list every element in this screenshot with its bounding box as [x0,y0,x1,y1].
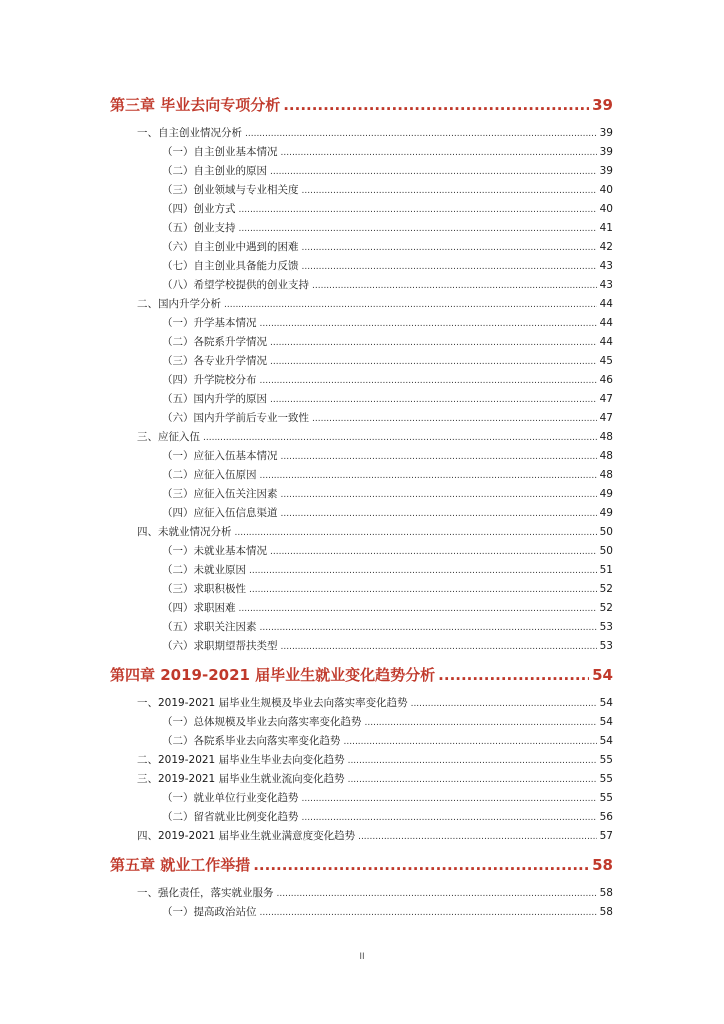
toc-entry-page: 52 [599,583,613,595]
toc-entry-title: （四）升学院校分布 [162,374,257,386]
dot-leader [270,337,597,348]
toc-entry-title: （二）留省就业比例变化趋势 [162,811,299,823]
dot-leader [302,185,597,196]
dot-leader [260,375,597,386]
toc-entry[interactable] [162,470,613,481]
toc-entry-title: （二）自主创业的原因 [162,165,267,177]
dot-leader [438,668,589,683]
dot-leader [260,470,597,481]
dot-leader [253,858,589,873]
toc-entry[interactable] [162,489,613,500]
toc-entry-page: 39 [592,96,613,114]
toc-entry[interactable] [137,698,613,709]
toc-entry-title: （五）国内升学的原因 [162,393,267,405]
dot-leader [270,166,597,177]
dot-leader [249,584,597,595]
toc-entry[interactable] [162,603,613,614]
toc-entry-page: 50 [599,526,613,538]
toc-entry[interactable] [162,394,613,405]
toc-chapter-entry[interactable] [110,98,613,113]
toc-entry[interactable] [162,508,613,519]
toc-entry[interactable] [162,204,613,215]
toc-entry-page: 54 [599,697,613,709]
toc-entry-page: 41 [599,222,613,234]
toc-entry-title: （二）应征入伍原因 [162,469,257,481]
dot-leader [270,546,597,557]
toc-entry[interactable] [137,527,613,538]
toc-entry[interactable] [162,622,613,633]
toc-entry-page: 44 [599,317,613,329]
toc-entry-title: 三、2019-2021 届毕业生就业流向变化趋势 [137,773,345,785]
toc-entry-page: 49 [599,507,613,519]
toc-entry[interactable] [162,375,613,386]
dot-leader [270,356,597,367]
toc-entry-title: 一、2019-2021 届毕业生规模及毕业去向落实率变化趋势 [137,697,408,709]
toc-entry-title: （四）创业方式 [162,203,236,215]
dot-leader [239,603,597,614]
toc-entry[interactable] [162,337,613,348]
toc-entry-title: 第三章 毕业去向专项分析 [110,96,281,114]
dot-leader [245,128,597,139]
toc-entry[interactable] [162,565,613,576]
dot-leader [277,888,597,899]
toc-entry-page: 56 [599,811,613,823]
toc-entry[interactable] [162,451,613,462]
toc-entry-title: （四）求职困难 [162,602,236,614]
dot-leader [203,432,597,443]
toc-entry[interactable] [137,432,613,443]
toc-entry-page: 55 [599,773,613,785]
dot-leader [283,98,589,113]
toc-entry-title: （六）国内升学前后专业一致性 [162,412,309,424]
toc-entry-page: 39 [599,165,613,177]
dot-leader [260,318,597,329]
dot-leader [348,755,597,766]
toc-chapter-entry[interactable] [110,858,613,873]
toc-entry-title: 一、强化责任，落实就业服务 [137,887,274,899]
toc-entry-page: 45 [599,355,613,367]
toc-entry-title: （二）未就业原因 [162,564,246,576]
toc-entry[interactable] [162,546,613,557]
dot-leader [302,793,597,804]
toc-entry-page: 54 [599,735,613,747]
dot-leader [281,508,597,519]
toc-entry-page: 44 [599,336,613,348]
toc-entry-page: 54 [599,716,613,728]
toc-entry[interactable] [137,774,613,785]
toc-entry[interactable] [137,299,613,310]
toc-entry-title: （六）自主创业中遇到的困难 [162,241,299,253]
toc-entry-title: 四、未就业情况分析 [137,526,232,538]
toc-entry[interactable] [162,717,613,728]
toc-chapter-entry[interactable] [110,668,613,683]
toc-entry-title: 四、2019-2021 届毕业生就业满意度变化趋势 [137,830,356,842]
toc-entry-page: 48 [599,469,613,481]
toc-entry[interactable] [162,318,613,329]
toc-entry-page: 57 [599,830,613,842]
toc-entry-page: 48 [599,431,613,443]
dot-leader [348,774,597,785]
dot-leader [358,831,597,842]
toc-entry-page: 40 [599,203,613,215]
toc-entry[interactable] [137,755,613,766]
toc-entry-title: （一）升学基本情况 [162,317,257,329]
toc-entry-title: （三）创业领域与专业相关度 [162,184,299,196]
toc-entry[interactable] [162,356,613,367]
toc-entry[interactable] [162,641,613,652]
toc-entry-title: 第五章 就业工作举措 [110,856,251,874]
toc-entry[interactable] [162,907,613,918]
toc-entry-title: （一）就业单位行业变化趋势 [162,792,299,804]
dot-leader [270,394,597,405]
toc-entry-page: 43 [599,279,613,291]
toc-entry-title: （五）创业支持 [162,222,236,234]
toc-entry-title: 一、自主创业情况分析 [137,127,242,139]
toc-entry[interactable] [162,413,613,424]
toc-entry-page: 40 [599,184,613,196]
toc-entry-page: 52 [599,602,613,614]
toc-entry[interactable] [162,812,613,823]
toc-entry[interactable] [162,242,613,253]
toc-entry-page: 39 [599,127,613,139]
toc-entry[interactable] [137,128,613,139]
toc-entry-title: （二）各院系毕业去向落实率变化趋势 [162,735,341,747]
dot-leader [249,565,597,576]
toc-entry[interactable] [137,888,613,899]
toc-entry[interactable] [137,831,613,842]
dot-leader [344,736,597,747]
toc-entry[interactable] [162,261,613,272]
toc-entry[interactable] [162,166,613,177]
toc-entry-page: 51 [599,564,613,576]
toc-entry-title: （六）求职期望帮扶类型 [162,640,278,652]
toc-entry-title: （三）求职积极性 [162,583,246,595]
page-number: II [359,952,365,962]
toc-entry-page: 43 [599,260,613,272]
toc-entry[interactable] [162,736,613,747]
toc-entry-page: 58 [592,856,613,874]
toc-entry-page: 49 [599,488,613,500]
toc-entry-title: （五）求职关注因素 [162,621,257,633]
toc-entry-title: 第四章 2019-2021 届毕业生就业变化趋势分析 [110,666,436,684]
dot-leader [281,147,597,158]
toc-entry[interactable] [162,584,613,595]
dot-leader [302,812,597,823]
dot-leader [302,242,597,253]
toc-entry-title: （一）未就业基本情况 [162,545,267,557]
dot-leader [302,261,597,272]
toc-entry-title: （一）总体规模及毕业去向落实率变化趋势 [162,716,362,728]
toc-entry-title: （三）各专业升学情况 [162,355,267,367]
dot-leader [411,698,597,709]
dot-leader [281,451,597,462]
toc-entry-page: 58 [599,887,613,899]
toc-entry[interactable] [162,147,613,158]
toc-entry-title: 二、国内升学分析 [137,298,221,310]
toc-entry[interactable] [162,793,613,804]
toc-entry-page: 55 [599,754,613,766]
dot-leader [239,204,597,215]
dot-leader [281,489,597,500]
toc-entry-page: 54 [592,666,613,684]
dot-leader [312,413,597,424]
toc-entry[interactable] [162,280,613,291]
toc-entry-page: 39 [599,146,613,158]
toc-entry-page: 53 [599,640,613,652]
dot-leader [224,299,597,310]
toc-entry-page: 42 [599,241,613,253]
dot-leader [281,641,597,652]
toc-entry[interactable] [162,185,613,196]
toc-entry-title: （三）应征入伍关注因素 [162,488,278,500]
toc-entry-page: 47 [599,393,613,405]
toc-entry[interactable] [162,223,613,234]
dot-leader [235,527,597,538]
toc-entry-title: （二）各院系升学情况 [162,336,267,348]
toc-entry-title: （一）自主创业基本情况 [162,146,278,158]
toc-entry-page: 55 [599,792,613,804]
toc-entry-page: 47 [599,412,613,424]
toc-entry-title: （八）希望学校提供的创业支持 [162,279,309,291]
toc-entry-title: 二、2019-2021 届毕业生毕业去向变化趋势 [137,754,345,766]
dot-leader [365,717,597,728]
toc-entry-title: （一）应征入伍基本情况 [162,450,278,462]
dot-leader [312,280,597,291]
toc-entry-title: 三、应征入伍 [137,431,200,443]
dot-leader [260,907,597,918]
toc-entry-title: （四）应征入伍信息渠道 [162,507,278,519]
toc-entry-page: 53 [599,621,613,633]
toc-entry-page: 58 [599,906,613,918]
toc-entry-page: 46 [599,374,613,386]
toc-entry-page: 48 [599,450,613,462]
toc-entry-title: （一）提高政治站位 [162,906,257,918]
toc-entry-title: （七）自主创业具备能力反馈 [162,260,299,272]
dot-leader [239,223,597,234]
toc-entry-page: 50 [599,545,613,557]
toc-entry-page: 44 [599,298,613,310]
dot-leader [260,622,597,633]
